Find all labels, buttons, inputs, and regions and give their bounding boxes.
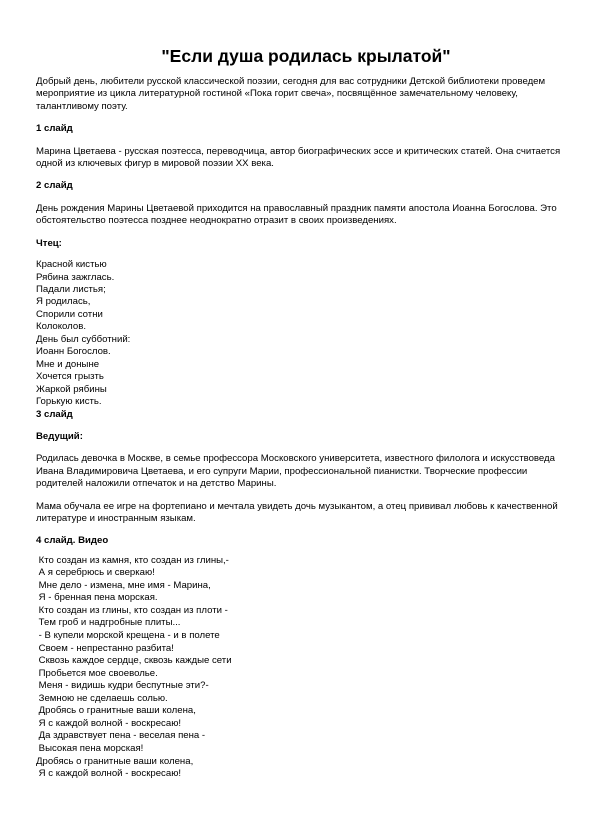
poem-line: Красной кистью	[36, 259, 107, 271]
poem-line: Хочется грызть	[36, 371, 104, 383]
poem-line: Пробьется мое своеволье.	[36, 667, 158, 679]
slide1-heading: 1 слайд	[36, 123, 73, 135]
slide3-text-2: Мама обучала ее игре на фортепиано и мечтала увидеть дочь музыкантом, а отец прививал любовь к качественной литературе и иностранным языкам.	[36, 500, 558, 524]
slide1-text: Марина Цветаева - русская поэтесса, переводчица, автор биографических эссе и критических статей. Она считается одной из ключевых фигур в мировой поэзии XX века.	[36, 145, 561, 170]
poem-line: Да здравствует пена - веселая пена -	[36, 730, 206, 742]
poem-line: Рябина зажглась.	[36, 271, 115, 283]
reader-poem	[36, 259, 576, 408]
poem-line: Кто создан из глины, кто создан из плоти -	[36, 604, 228, 616]
intro-paragraph: Добрый день, любители русской классической поэзии, сегодня для вас сотрудники Детской библиотеки проведем мероприятие из цикла литературной гостиной «Пока горит свеча», посвящённое замечательному человеку, талантливому поэту.	[36, 76, 546, 112]
document-page	[0, 45, 612, 837]
poem-line: Тем гроб и надгробные плиты...	[36, 617, 181, 629]
poem-line: Кто создан из камня, кто создан из глины,-	[36, 554, 229, 566]
poem-line: - В купели морской крещена - и в полете	[36, 630, 220, 642]
slide2-heading: 2 слайд	[36, 180, 73, 192]
poem-line: Колоколов.	[36, 321, 86, 333]
poem-line: Жаркой рябины	[36, 383, 107, 395]
slide4-heading: 4 слайд. Видео	[36, 535, 109, 547]
slide3-text-1: Родилась девочка в Москве, в семье профессора Московского университета, известного филолога и искусствоведа Ивана Владимировича Цветаева, и его супруги Марии, профессиональной пианистки. Творческие профессии родителей наложили отпечаток и на детство Марины.	[36, 453, 555, 490]
reader-heading: Чтец:	[36, 237, 62, 249]
poem-line: Меня - видишь кудри беспутные эти?-	[36, 680, 209, 692]
poem-line: Я родилась,	[36, 296, 91, 308]
slide4-poem	[36, 555, 576, 781]
poem-line: Я с каждой волной - воскресаю!	[36, 717, 182, 729]
poem-line: Горькую кисть.	[36, 396, 102, 408]
poem-line: Сквозь каждое сердце, сквозь каждые сети	[36, 655, 232, 667]
poem-line: Земною не сделаешь солью.	[36, 692, 168, 704]
poem-line: Мне дело - измена, мне имя - Марина,	[36, 579, 211, 591]
poem-line: А я серебрюсь и сверкаю!	[36, 567, 155, 579]
poem-line: День был субботний:	[36, 333, 131, 345]
poem-line: Спорили сотни	[36, 308, 103, 320]
page-title: "Если душа родилась крылатой"	[161, 46, 451, 66]
slide2-text: День рождения Марины Цветаевой приходится на православный праздник памяти апостола Иоанна Богослова. Это обстоятельство поэтесса позднее неоднократно отразит в своих произведениях.	[36, 202, 557, 227]
slide3-heading: 3 слайд	[36, 408, 73, 420]
poem-line: Мне и доныне	[36, 358, 100, 370]
poem-line: Падали листья;	[36, 283, 106, 295]
poem-line: Высокая пена морская!	[36, 742, 144, 754]
poem-line: Я - бренная пена морская.	[36, 592, 158, 604]
poem-line: Я с каждой волной - воскресаю!	[36, 768, 182, 780]
poem-line: Своем - непрестанно разбита!	[36, 642, 174, 654]
host-heading: Ведущий:	[36, 430, 83, 442]
poem-line: Дробясь о гранитные ваши колена,	[36, 755, 194, 767]
poem-line: Иоанн Богослов.	[36, 346, 111, 358]
poem-line: Дробясь о гранитные ваши колена,	[36, 705, 196, 717]
